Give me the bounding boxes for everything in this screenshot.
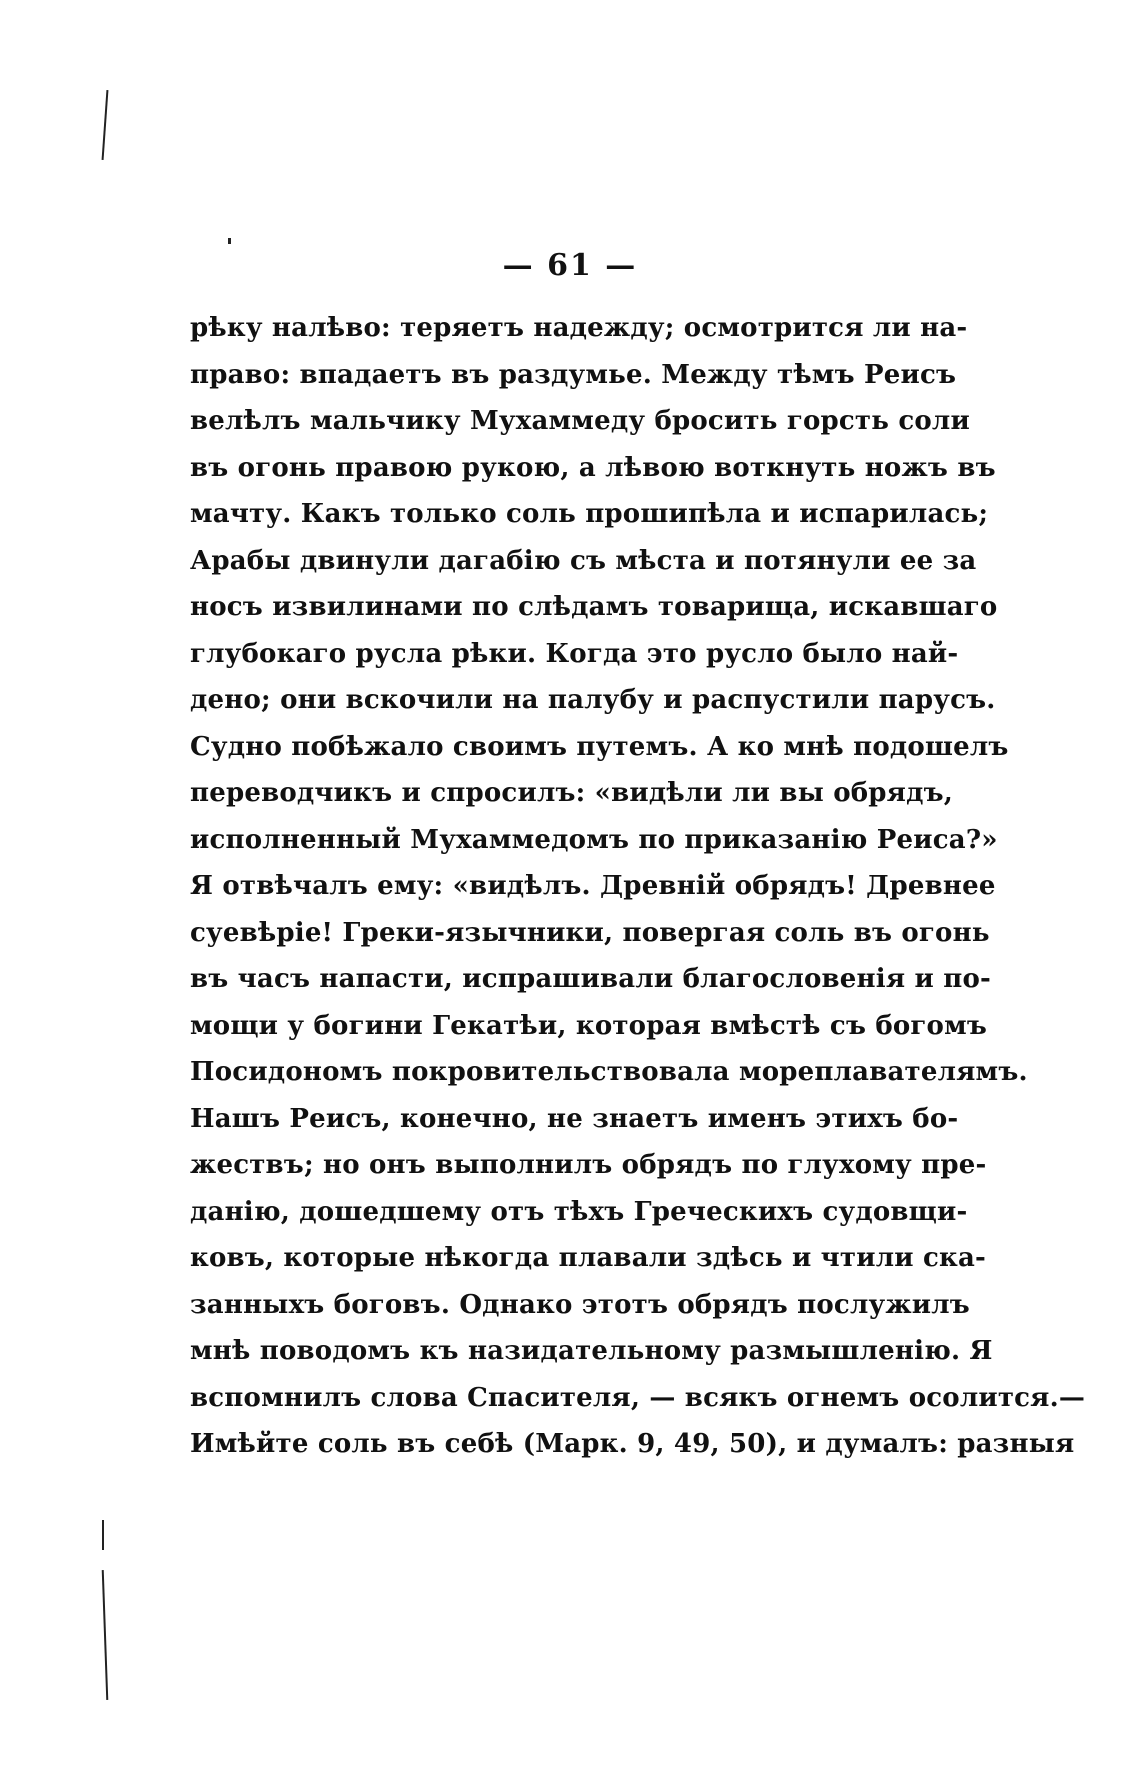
text-line: вспомнилъ слова Спасителя, — всякъ огнемъ осолится.—	[190, 1382, 1086, 1413]
text-line: носъ извилинами по слѣдамъ товарища, искавшаго	[190, 592, 998, 622]
text-line: право: впадаетъ въ раздумье. Между тѣмъ Реисъ	[190, 359, 957, 390]
text-line: Имѣйте соль въ себѣ (Марк. 9, 49, 50), и думалъ: разныя	[190, 1429, 1075, 1459]
text-line: занныхъ боговъ. Однако этотъ обрядъ послужилъ	[190, 1289, 970, 1320]
text-line: Арабы двинули дагабію съ мѣста и потянули ее за	[190, 545, 977, 576]
text-line: суевѣріе! Греки-язычники, повергая соль въ огонь	[190, 917, 990, 948]
text-line: мнѣ поводомъ къ назидательному размышленію. Я	[190, 1336, 993, 1366]
text-line: жествъ; но онъ выполнилъ обрядъ по глухому пре-	[190, 1150, 987, 1180]
text-line: Судно побѣжало своимъ путемъ. А ко мнѣ подошелъ	[190, 731, 1009, 762]
text-line: мощи у богини Гекатѣи, которая вмѣстѣ съ богомъ	[190, 1010, 988, 1041]
margin-scan-dot	[228, 238, 231, 244]
text-line: въ часъ напасти, испрашивали благословенія и по-	[190, 964, 992, 994]
text-line: ковъ, которые нѣкогда плавали здѣсь и чтили ска-	[190, 1243, 987, 1273]
margin-scan-mark	[102, 1520, 104, 1550]
text-line: исполненный Мухаммедомъ по приказанію Реиса?»	[190, 824, 998, 855]
text-line: мачту. Какъ только соль прошипѣла и испарилась;	[190, 499, 989, 529]
text-line: Я отвѣчалъ ему: «видѣлъ. Древній обрядъ! Древнее	[190, 871, 996, 901]
body-text	[190, 305, 1086, 1468]
text-line: данію, дошедшему отъ тѣхъ Греческихъ судовщи-	[190, 1196, 968, 1227]
text-line: переводчикъ и спросилъ: «видѣли ли вы обрядъ,	[190, 778, 953, 808]
text-line: дено; они вскочили на палубу и распустили парусъ.	[190, 685, 996, 715]
text-line: Нашъ Реисъ, конечно, не знаетъ именъ этихъ бо-	[190, 1103, 959, 1134]
page-number: — 61 —	[502, 248, 638, 283]
text-line: велѣлъ мальчику Мухаммеду бросить горсть соли	[190, 406, 970, 436]
text-line: Посидономъ покровительствовала мореплавателямъ.	[190, 1057, 1028, 1087]
text-line: въ огонь правою рукою, а лѣвою воткнуть ножъ въ	[190, 452, 996, 483]
text-line: рѣку налѣво: теряетъ надежду; осмотрится ли на-	[190, 313, 968, 343]
text-line: глубокаго русла рѣки. Когда это русло было най-	[190, 638, 959, 669]
margin-scan-mark	[102, 1570, 109, 1700]
margin-scan-mark	[102, 90, 109, 160]
